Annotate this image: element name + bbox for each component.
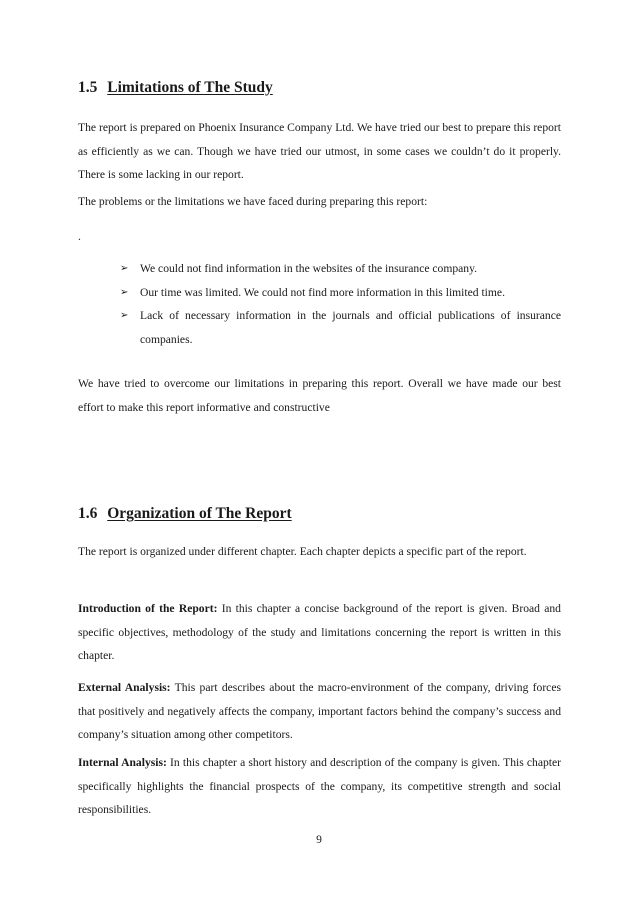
limitations-closing-paragraph: We have tried to overcome our limitations in preparing this report. Overall we have made our best effort to make this report informative and constructive (78, 377, 561, 414)
chapter-description: This part describes about the macro-environment of the company, driving forces that positively and negatively affects the company, important factors behind the company’s success and company’s situation among other competitors. (78, 681, 561, 741)
organization-intro-paragraph: The report is organized under different chapter. Each chapter depicts a specific part of the report. (78, 545, 527, 558)
section-title: Organization of The Report (107, 505, 292, 522)
chapter-paragraph-introduction (78, 597, 561, 668)
arrowhead-bullet-icon: ➢ (120, 286, 129, 298)
chapter-term: External Analysis: (78, 681, 171, 694)
section-heading-limitations (78, 79, 273, 97)
chapter-paragraph-external-analysis (78, 676, 561, 747)
chapter-description: In this chapter a concise background of the report is given. Broad and specific objectives, methodology of the study and limitations concerning the report is written in this chapter. (78, 602, 561, 662)
chapter-term: Internal Analysis: (78, 756, 167, 769)
section-heading-organization (78, 505, 292, 523)
limitations-lead-paragraph: The problems or the limitations we have faced during preparing this report: (78, 195, 428, 208)
chapter-paragraph-internal-analysis (78, 751, 561, 822)
bullet-item (120, 304, 561, 351)
chapter-description: In this chapter a short history and description of the company is given. This chapter specifically highlights the financial prospects of the company, its competitive strength and social responsibilities. (78, 756, 562, 816)
stray-dot: . (78, 230, 81, 243)
chapter-term: Introduction of the Report: (78, 602, 218, 615)
section-number: 1.5 (78, 79, 98, 96)
bullet-text: We could not find information in the websites of the insurance company. (140, 262, 478, 275)
arrowhead-bullet-icon: ➢ (120, 263, 129, 274)
section-number: 1.6 (78, 505, 98, 522)
bullet-item (120, 257, 561, 281)
page-number: 9 (316, 833, 322, 846)
bullet-text: Lack of necessary information in the journals and official publications of insurance companies. (140, 309, 561, 346)
bullet-text: Our time was limited. We could not find more information in this limited time. (140, 285, 505, 299)
bullet-item (120, 281, 561, 305)
arrowhead-bullet-icon: ➢ (120, 310, 129, 321)
section-title: Limitations of The Study (107, 79, 273, 96)
limitations-intro-paragraph: The report is prepared on Phoenix Insurance Company Ltd. We have tried our best to prepare this report as efficiently as we can. Though we have tried our utmost, in some cases we couldn’t do it properly. There is some lacking in our report. (78, 121, 561, 181)
limitations-bullet-list (120, 257, 561, 351)
